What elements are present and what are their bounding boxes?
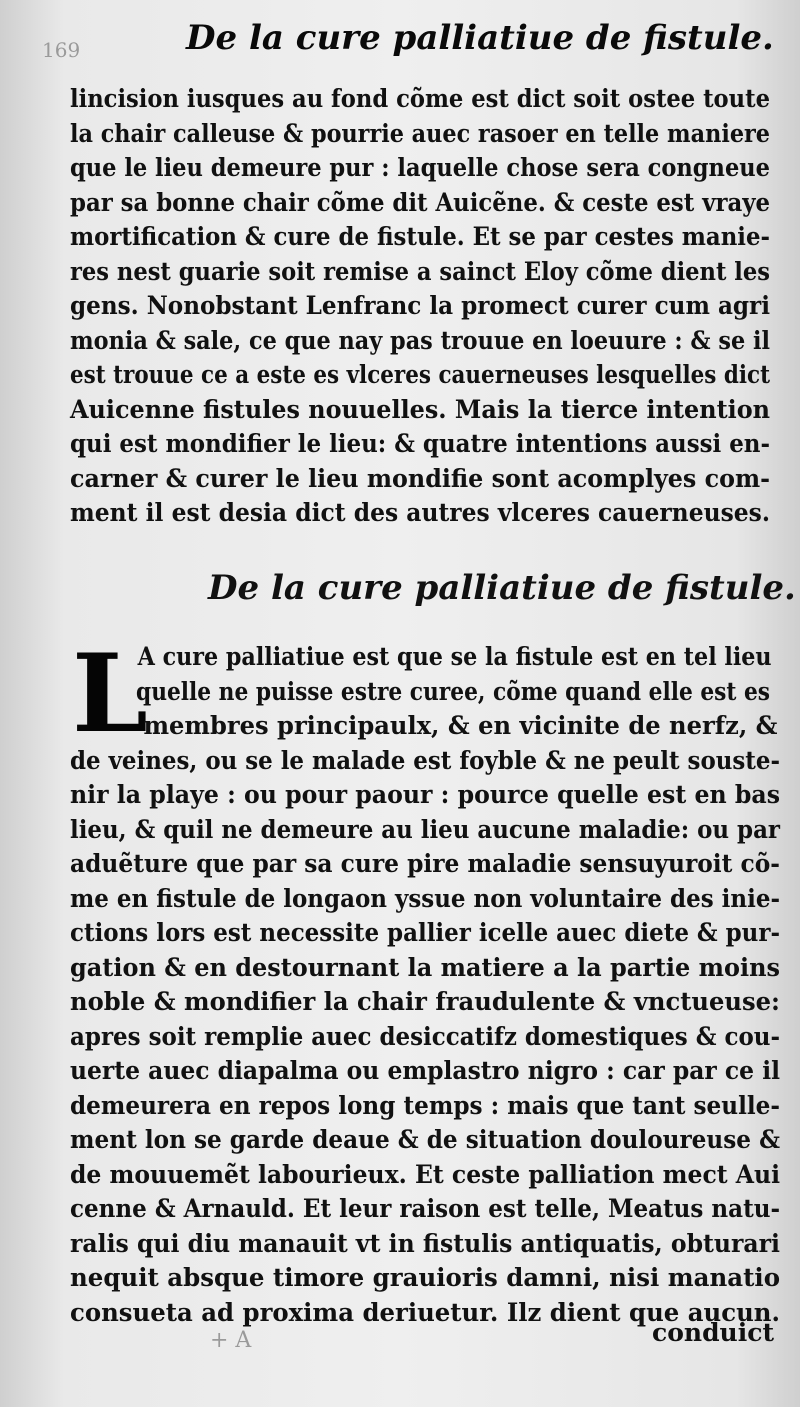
text-line: nequit absque timore grauioris damni, nisi manatio bbox=[70, 1263, 780, 1292]
text-line: me en fistule de longaon yssue non voluntaire des inie- bbox=[70, 883, 780, 913]
text-line: cenne & Arnauld. Et leur raison est telle, Meatus natu- bbox=[70, 1194, 780, 1223]
text-line: nir la playe : ou pour paour : pource quelle est en bas bbox=[70, 780, 780, 809]
text-line: gens. Nonobstant Lenfranc la promect curer cum agri bbox=[70, 291, 770, 320]
text-line: de veines, ou se le malade est foyble & ne peult souste- bbox=[70, 745, 780, 775]
text-line: lincision iusques au fond cõme est dict soit ostee toute bbox=[70, 84, 770, 113]
text-line: gation & en destournant la matiere a la partie moins bbox=[70, 952, 780, 982]
text-line: noble & mondifier la chair fraudulente & vnctueuse: bbox=[70, 987, 780, 1016]
text-line: la chair calleuse & pourrie auec rasoer en telle maniere bbox=[70, 118, 770, 148]
text-line: ment lon se garde deaue & de situation douloureuse & bbox=[70, 1125, 780, 1154]
text-line: que le lieu demeure pur : laquelle chose sera congneue bbox=[70, 153, 770, 182]
text-block-2 bbox=[70, 631, 780, 1330]
text-line: apres soit remplie auec desiccatifz domestiques & cou- bbox=[70, 1021, 780, 1051]
text-line: Auicenne fistules nouuelles. Mais la tierce intention bbox=[70, 394, 770, 424]
folio-bleed-through: 169 bbox=[42, 38, 81, 62]
drop-cap: L bbox=[72, 631, 148, 757]
catchword: conduict bbox=[652, 1318, 774, 1347]
text-line: ctions lors est necessite pallier icelle auec diete & pur- bbox=[70, 918, 780, 947]
text-line: de mouuemẽt labourieux. Et ceste palliation mect Aui bbox=[70, 1159, 780, 1189]
text-line: A cure palliatiue est que se la fistule est en tel lieu bbox=[137, 642, 772, 671]
text-line: par sa bonne chair cõme dit Auicẽne. & ceste est vraye bbox=[70, 187, 770, 217]
section-heading: De la cure palliatiue de fistule. bbox=[208, 568, 796, 608]
text-line: ment il est desia dict des autres vlceres cauerneuses. bbox=[70, 498, 770, 527]
text-line: uerte auec diapalma ou emplastro nigro : car par ce il bbox=[70, 1056, 780, 1085]
text-line: demeurera en repos long temps : mais que tant seulle- bbox=[70, 1090, 780, 1120]
text-block-1 bbox=[70, 82, 770, 531]
text-line: carner & curer le lieu mondifie sont acomplyes com- bbox=[70, 463, 770, 493]
text-line: monia & sale, ce que nay pas trouue en loeuure : & se il bbox=[70, 325, 770, 355]
text-line: lieu, & quil ne demeure au lieu aucune maladie: ou par bbox=[70, 814, 780, 844]
text-line: aduẽture que par sa cure pire maladie sensuyuroit cõ- bbox=[70, 849, 780, 878]
text-line: mortification & cure de fistule. Et se par cestes manie- bbox=[70, 222, 770, 251]
text-line: membres principaulx, & en vicinite de nerfz, & bbox=[143, 711, 778, 740]
text-line: res nest guarie soit remise a sainct Eloy cõme dient les bbox=[70, 256, 770, 286]
text-line: consueta ad proxima deriuetur. Ilz dient que aucun. bbox=[70, 1297, 780, 1327]
text-line: quelle ne puisse estre curee, cõme quand elle est es bbox=[136, 676, 771, 706]
text-line: qui est mondifier le lieu: & quatre intentions aussi en- bbox=[70, 429, 770, 458]
running-head: De la cure palliatiue de fistule. bbox=[186, 18, 774, 58]
signature-mark: + A bbox=[210, 1328, 252, 1353]
text-line: ralis qui diu manauit vt in fistulis antiquatis, obturari bbox=[70, 1228, 780, 1258]
text-line: est trouue ce a este es vlceres cauerneuses lesquelles dict bbox=[70, 360, 770, 389]
